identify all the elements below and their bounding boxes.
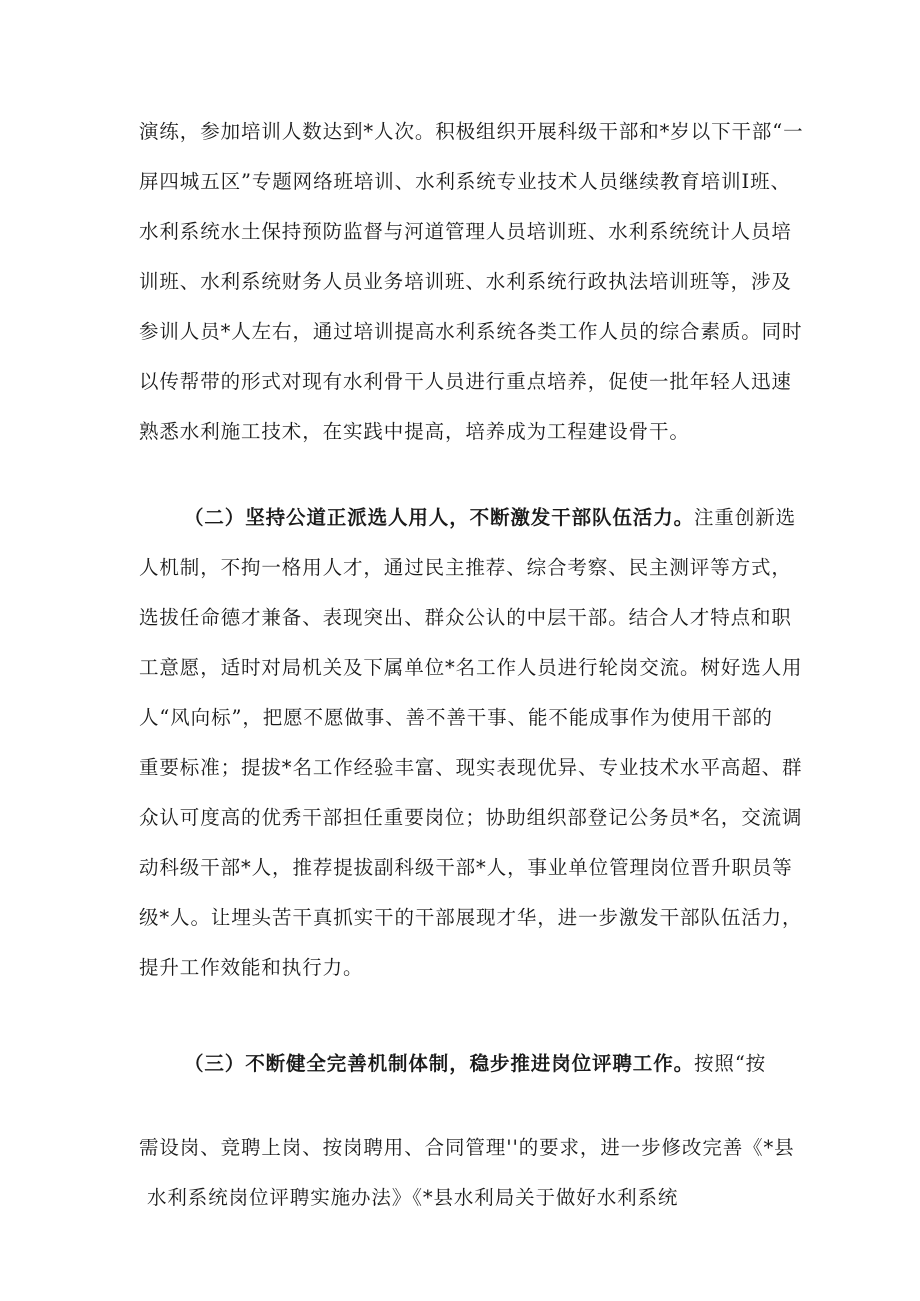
paragraph-3-first-line xyxy=(184,1052,766,1076)
paragraph-3-line-2: 需设岗、竞聘上岗、按岗聘用、合同管理''的要求，进一步修改完善《*县 xyxy=(139,1136,795,1159)
paragraph-2-line-8: 动科级干部*人，推荐提拔副科级干部*人，事业单位管理岗位晋升职员等 xyxy=(139,856,793,879)
paragraph-2-first-line xyxy=(184,506,796,530)
paragraph-2-line-5: 人“风向标”，把愿不愿做事、善不善干事、能不能成事作为使用干部的 xyxy=(139,706,773,729)
paragraph-1-line-6: 以传帮带的形式对现有水利骨干人员进行重点培养，促使一批年轻人迅速 xyxy=(139,370,792,393)
paragraph-1-line-7: 熟悉水利施工技术，在实践中提高，培养成为工程建设骨干。 xyxy=(139,420,690,443)
paragraph-2-line-2: 人机制，不拘一格用人才，通过民主推荐、综合考察、民主测评等方式， xyxy=(139,556,792,579)
paragraph-1-line-5: 参训人员*人左右，通过培训提高水利系统各类工作人员的综合素质。同时 xyxy=(139,320,803,343)
paragraph-2-line-7: 众认可度高的优秀干部担任重要岗位；协助组织部登记公务员*名，交流调 xyxy=(139,806,803,829)
paragraph-2-heading: （二）坚持公道正派选人用人，不断激发干部队伍活力。 xyxy=(184,506,695,529)
paragraph-3-line-3: 水利系统岗位评聘实施办法》《*县水利局关于做好水利系统 xyxy=(147,1186,679,1209)
paragraph-3-heading: （三）不断健全完善机制体制，稳步推进岗位评聘工作。 xyxy=(184,1052,695,1075)
paragraph-2-line-10: 提升工作效能和执行力。 xyxy=(139,956,364,979)
paragraph-2-line-6: 重要标准；提拔*名工作经验丰富、现实表现优异、专业技术水平高超、群 xyxy=(139,756,803,779)
paragraph-2-line-3: 选拔任命德才兼备、表现突出、群众公认的中层干部。结合人才特点和职 xyxy=(139,606,792,629)
paragraph-1-line-4: 训班、水利系统财务人员业务培训班、水利系统行政执法培训班等，涉及 xyxy=(139,270,792,293)
paragraph-2-first-line-text: 注重创新选 xyxy=(694,506,797,529)
paragraph-2-line-9: 级*人。让埋头苦干真抓实干的干部展现才华，进一步激发干部队伍活力， xyxy=(139,906,803,929)
paragraph-1-line-1: 演练，参加培训人数达到*人次。积极组织开展科级干部和*岁以下干部“一 xyxy=(139,120,804,143)
paragraph-1-line-3: 水利系统水土保持预防监督与河道管理人员培训班、水利系统统计人员培 xyxy=(139,220,792,243)
paragraph-2-line-4: 工意愿，适时对局机关及下属单位*名工作人员进行轮岗交流。树好选人用 xyxy=(139,656,803,679)
paragraph-1-line-2: 屏四城五区”专题网络班培训、水利系统专业技术人员继续教育培训Ⅰ班、 xyxy=(139,170,791,193)
paragraph-3-first-line-text: 按照“按 xyxy=(694,1052,767,1075)
